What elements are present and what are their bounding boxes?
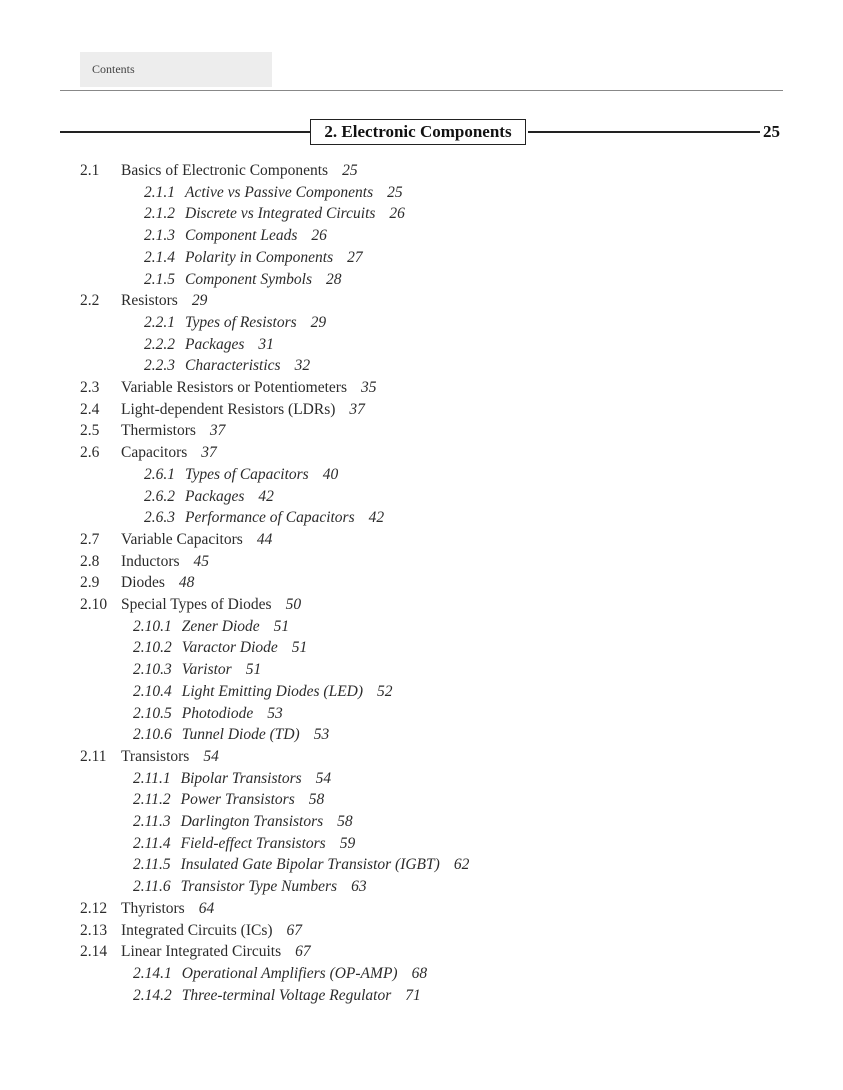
toc-entry-title: Three-terminal Voltage Regulator (181, 986, 392, 1004)
toc-entry-page-number: 37 (349, 400, 365, 418)
toc-entry-number: 2.3 (80, 379, 100, 396)
toc-subsection-entry[interactable] (133, 659, 261, 681)
toc-entry-title: Varactor Diode (181, 639, 278, 657)
toc-subsection-entry[interactable] (133, 985, 421, 1007)
toc-entry-number: 2.5 (80, 422, 100, 440)
toc-entry-title: Power Transistors (180, 791, 295, 809)
toc-entry-page-number: 37 (201, 444, 217, 462)
toc-entry-number: 2.14.2 (133, 986, 172, 1004)
toc-entry-number: 2.12 (80, 899, 108, 917)
toc-entry-page-number: 58 (308, 791, 325, 809)
toc-entry-number: 2.11.5 (133, 856, 171, 874)
toc-entry-page-number: 53 (267, 704, 283, 722)
toc-subsection-entry[interactable] (144, 507, 384, 529)
toc-entry-title: Light-dependent Resistors (LDRs) (121, 400, 336, 418)
toc-entry-page-number: 37 (209, 422, 226, 440)
toc-entry-number: 2.6.3 (144, 509, 175, 527)
chapter-page-number[interactable]: 25 (763, 122, 780, 141)
toc-entry-title: Light Emitting Diodes (LED) (181, 682, 364, 700)
toc-entry-title: Characteristics (185, 357, 281, 375)
toc-entry-title: Types of Capacitors (185, 465, 309, 483)
toc-section-entry[interactable] (80, 551, 209, 573)
toc-entry-number: 2.11.6 (133, 878, 171, 896)
toc-subsection-entry[interactable] (133, 637, 307, 659)
toc-section-entry[interactable] (80, 377, 377, 399)
toc-subsection-entry[interactable] (133, 963, 427, 985)
toc-subsection-entry[interactable] (133, 789, 324, 811)
toc-entry-page-number: 40 (322, 465, 339, 483)
toc-entry-page-number: 42 (368, 509, 385, 527)
toc-subsection-entry[interactable] (133, 681, 393, 703)
chapter-rule-left (60, 131, 310, 133)
toc-entry-title: Packages (185, 487, 245, 505)
toc-entry-title: Polarity in Components (185, 248, 334, 266)
toc-entry-number: 2.2.2 (144, 335, 175, 353)
toc-entry-number: 2.6 (80, 444, 100, 462)
toc-entry-title: Active vs Passive Components (185, 183, 374, 201)
toc-entry-title: Component Symbols (185, 270, 313, 288)
toc-entry-number: 2.10.4 (133, 682, 172, 700)
toc-entry-page-number: 51 (291, 639, 308, 657)
toc-entry-number: 2.14.1 (133, 964, 172, 982)
toc-subsection-entry[interactable] (133, 724, 329, 746)
toc-entry-number: 2.1.4 (144, 248, 175, 266)
toc-entry-page-number: 25 (387, 183, 403, 201)
toc-entry-number: 2.1.2 (144, 205, 175, 223)
toc-entry-number: 2.13 (80, 921, 108, 939)
toc-entry-number: 2.10.3 (133, 661, 172, 679)
toc-subsection-entry[interactable] (133, 876, 367, 898)
toc-entry-title: Variable Resistors or Potentiometers (121, 379, 347, 396)
toc-entry-page-number: 54 (315, 769, 332, 787)
toc-entry-number: 2.1.1 (144, 183, 175, 201)
toc-entry-page-number: 68 (411, 964, 428, 982)
toc-entry-page-number: 44 (256, 530, 273, 548)
toc-entry-number: 2.6.1 (144, 465, 175, 483)
toc-entry-title: Tunnel Diode (TD) (181, 726, 300, 744)
toc-subsection-entry[interactable] (133, 811, 353, 833)
toc-section-entry[interactable] (80, 442, 217, 464)
toc-entry-title: Operational Amplifiers (OP-AMP) (181, 964, 398, 982)
toc-entry-title: Resistors (121, 292, 178, 310)
toc-entry-page-number: 29 (310, 313, 327, 331)
toc-entry-page-number: 64 (198, 899, 215, 917)
toc-subsection-entry[interactable] (144, 247, 363, 269)
toc-entry-page-number: 67 (286, 921, 303, 939)
toc-entry-page-number: 52 (377, 682, 393, 700)
toc-entry-page-number: 32 (294, 357, 311, 375)
toc-entry-page-number: 51 (245, 661, 262, 679)
toc-section-entry[interactable] (80, 529, 272, 551)
toc-entry-number: 2.2.1 (144, 313, 175, 331)
toc-entry-title: Transistor Type Numbers (180, 878, 338, 896)
running-header: Contents (92, 62, 135, 76)
toc-entry-page-number: 29 (191, 292, 208, 310)
toc-entry-title: Inductors (121, 552, 180, 570)
toc-subsection-entry[interactable] (144, 182, 403, 204)
toc-subsection-entry[interactable] (144, 486, 274, 508)
toc-entry-number: 2.10.5 (133, 704, 172, 722)
toc-entry-page-number: 53 (313, 726, 330, 744)
toc-entry-number: 2.10 (80, 596, 108, 613)
toc-entry-title: Thermistors (121, 422, 196, 440)
toc-subsection-entry[interactable] (133, 703, 283, 725)
toc-entry-title: Packages (185, 335, 245, 353)
toc-entry-title: Integrated Circuits (ICs) (121, 921, 273, 939)
chapter-title[interactable]: 2. Electronic Components (310, 119, 526, 145)
toc-entry-title: Zener Diode (181, 617, 260, 635)
toc-subsection-entry[interactable] (144, 355, 310, 377)
toc-entry-number: 2.10.1 (133, 617, 172, 635)
toc-subsection-entry[interactable] (144, 203, 405, 225)
toc-entry-number: 2.6.2 (144, 487, 175, 505)
toc-entry-title: Photodiode (181, 704, 254, 722)
toc-entry-title: Linear Integrated Circuits (121, 943, 282, 961)
toc-entry-page-number: 63 (351, 878, 367, 896)
toc-section-entry[interactable] (80, 160, 358, 182)
toc-entry-title: Discrete vs Integrated Circuits (185, 205, 376, 223)
toc-subsection-entry[interactable] (144, 334, 274, 356)
toc-entry-number: 2.11.3 (133, 813, 171, 830)
toc-entry-page-number: 67 (295, 943, 311, 961)
toc-entry-page-number: 26 (311, 227, 327, 245)
toc-entry-page-number: 26 (389, 205, 405, 223)
toc-entry-page-number: 35 (361, 379, 377, 396)
toc-subsection-entry[interactable] (133, 833, 355, 855)
toc-entry-title: Darlington Transistors (180, 813, 324, 830)
toc-subsection-entry[interactable] (144, 464, 338, 486)
toc-entry-title: Field-effect Transistors (180, 834, 326, 852)
toc-entry-page-number: 54 (203, 747, 219, 765)
chapter-rule-right (528, 131, 760, 133)
toc-entry-title: Special Types of Diodes (121, 596, 272, 613)
toc-subsection-entry[interactable] (133, 854, 469, 876)
toc-entry-title: Basics of Electronic Components (121, 162, 329, 179)
toc-entry-number: 2.1.5 (144, 270, 175, 288)
toc-entry-title: Varistor (181, 661, 232, 679)
toc-entry-number: 2.1.3 (144, 227, 175, 245)
toc-entry-title: Types of Resistors (185, 313, 297, 331)
toc-entry-title: Variable Capacitors (121, 530, 243, 548)
toc-entry-title: Insulated Gate Bipolar Transistor (IGBT) (180, 856, 440, 874)
toc-section-entry[interactable] (80, 746, 219, 768)
toc-entry-page-number: 50 (285, 596, 302, 613)
toc-subsection-entry[interactable] (133, 768, 331, 790)
toc-entry-title: Capacitors (121, 444, 188, 462)
toc-entry-number: 2.11 (80, 747, 107, 765)
toc-entry-title: Diodes (121, 574, 165, 592)
toc-section-entry[interactable] (80, 941, 311, 963)
toc-entry-number: 2.10.6 (133, 726, 172, 744)
toc-entry-number: 2.10.2 (133, 639, 172, 657)
toc-entry-title: Thyristors (121, 899, 185, 917)
toc-entry-page-number: 59 (339, 834, 356, 852)
header-rule (60, 90, 783, 91)
toc-entry-title: Transistors (121, 747, 190, 765)
toc-entry-number: 2.14 (80, 943, 108, 961)
toc-entry-page-number: 27 (347, 248, 363, 266)
toc-entry-title: Bipolar Transistors (180, 769, 302, 787)
toc-section-entry[interactable] (80, 594, 301, 616)
toc-entry-number: 2.11.1 (133, 769, 171, 787)
toc-entry-page-number: 62 (453, 856, 470, 874)
toc-entry-number: 2.9 (80, 574, 100, 592)
toc-entry-page-number: 51 (273, 617, 290, 635)
toc-entry-title: Component Leads (185, 227, 298, 245)
toc-section-entry[interactable] (80, 290, 207, 312)
toc-entry-page-number: 45 (193, 552, 210, 570)
toc-section-entry[interactable] (80, 920, 302, 942)
toc-entry-page-number: 25 (342, 162, 358, 179)
toc-entry-number: 2.2.3 (144, 357, 175, 375)
toc-section-entry[interactable] (80, 572, 194, 594)
toc-entry-number: 2.11.4 (133, 834, 171, 852)
toc-subsection-entry[interactable] (133, 616, 289, 638)
toc-entry-number: 2.1 (80, 162, 100, 179)
toc-entry-number: 2.4 (80, 400, 100, 418)
toc-entry-page-number: 42 (258, 487, 274, 505)
toc-section-entry[interactable] (80, 420, 225, 442)
toc-entry-number: 2.7 (80, 530, 100, 548)
toc-entry-page-number: 71 (405, 986, 421, 1004)
toc-entry-page-number: 28 (326, 270, 342, 288)
toc-entry-number: 2.11.2 (133, 791, 171, 809)
toc-entry-number: 2.8 (80, 552, 100, 570)
toc-subsection-entry[interactable] (144, 269, 342, 291)
toc-entry-page-number: 58 (337, 813, 353, 830)
toc-subsection-entry[interactable] (144, 312, 326, 334)
toc-entry-title: Performance of Capacitors (185, 509, 355, 527)
toc-section-entry[interactable] (80, 898, 214, 920)
toc-entry-page-number: 48 (178, 574, 195, 592)
toc-entry-number: 2.2 (80, 292, 100, 310)
toc-subsection-entry[interactable] (144, 225, 327, 247)
toc-entry-page-number: 31 (258, 335, 274, 353)
toc-section-entry[interactable] (80, 399, 365, 421)
